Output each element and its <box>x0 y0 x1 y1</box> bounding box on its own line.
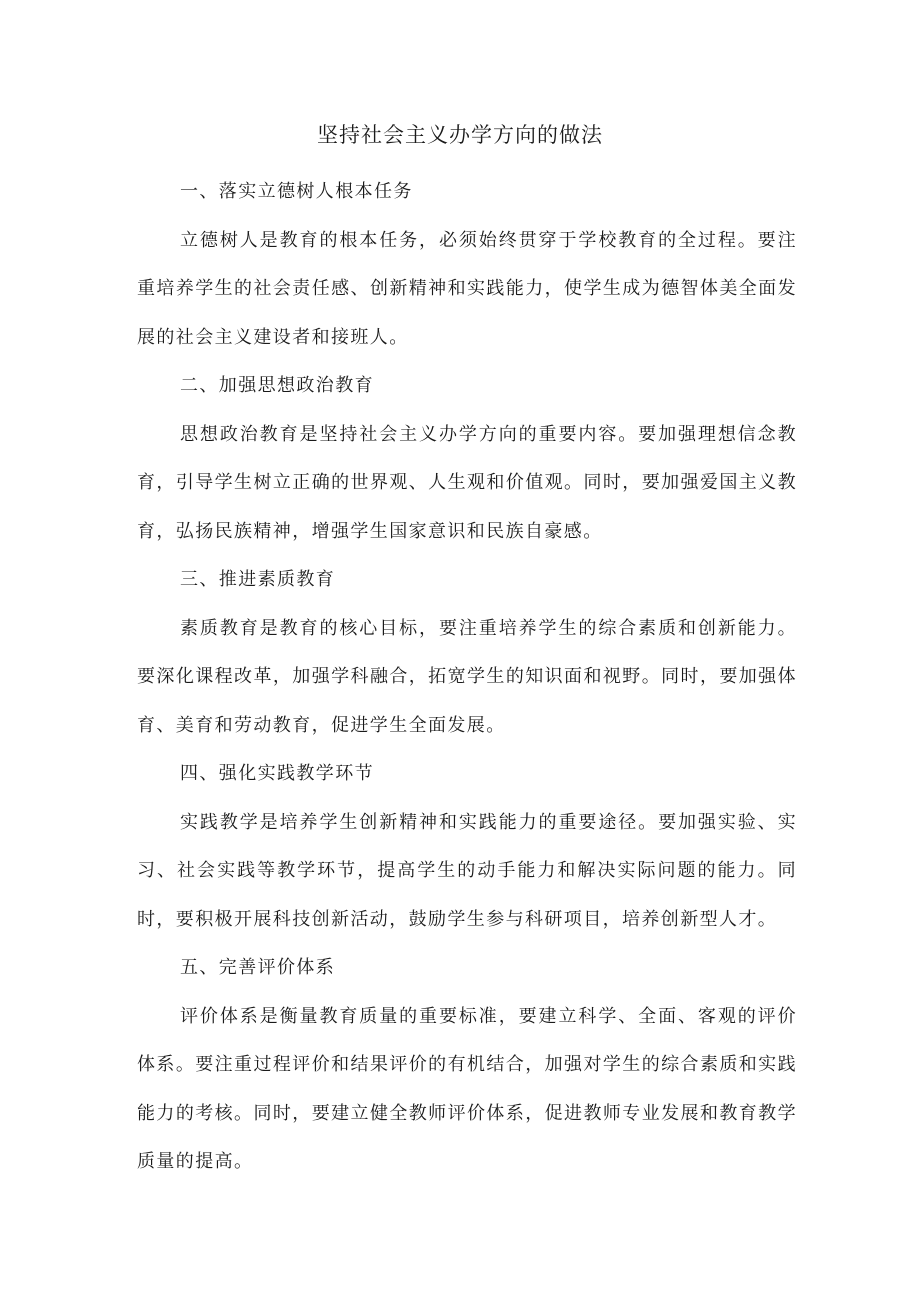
section-heading: 五、完善评价体系 <box>180 957 336 978</box>
section-paragraph: 素质教育是教育的核心目标，要注重培养学生的综合素质和创新能力。要深化课程改革，加强学科融合，拓宽学生的知识面和视野。同时，要加强体育、美育和劳动教育，促进学生全面发展。 <box>137 617 797 736</box>
section-4 <box>137 750 797 944</box>
section-3 <box>137 556 797 750</box>
section-heading: 三、推进素质教育 <box>180 569 336 590</box>
section-2 <box>137 362 797 556</box>
section-5 <box>137 944 797 1187</box>
section-heading: 四、强化实践教学环节 <box>180 763 374 784</box>
document-title: 坚持社会主义办学方向的做法 <box>317 123 603 147</box>
section-heading: 二、加强思想政治教育 <box>180 375 374 396</box>
section-paragraph: 评价体系是衡量教育质量的重要标准，要建立科学、全面、客观的评价体系。要注重过程评价和结果评价的有机结合，加强对学生的综合素质和实践能力的考核。同时，要建立健全教师评价体系，促进教师专业发展和教育教学质量的提高。 <box>137 1005 797 1172</box>
section-paragraph: 思想政治教育是坚持社会主义办学方向的重要内容。要加强理想信念教育，引导学生树立正确的世界观、人生观和价值观。同时，要加强爱国主义教育，弘扬民族精神，增强学生国家意识和民族自豪感。 <box>137 423 797 542</box>
section-paragraph: 实践教学是培养学生创新精神和实践能力的重要途径。要加强实验、实习、社会实践等教学环节，提高学生的动手能力和解决实际问题的能力。同时，要积极开展科技创新活动，鼓励学生参与科研项目，培养创新型人才。 <box>137 811 797 930</box>
section-heading: 一、落实立德树人根本任务 <box>180 181 413 202</box>
document-body <box>137 168 797 1187</box>
section-paragraph: 立德树人是教育的根本任务，必须始终贯穿于学校教育的全过程。要注重培养学生的社会责任感、创新精神和实践能力，使学生成为德智体美全面发展的社会主义建设者和接班人。 <box>137 229 797 348</box>
section-1 <box>137 168 797 362</box>
